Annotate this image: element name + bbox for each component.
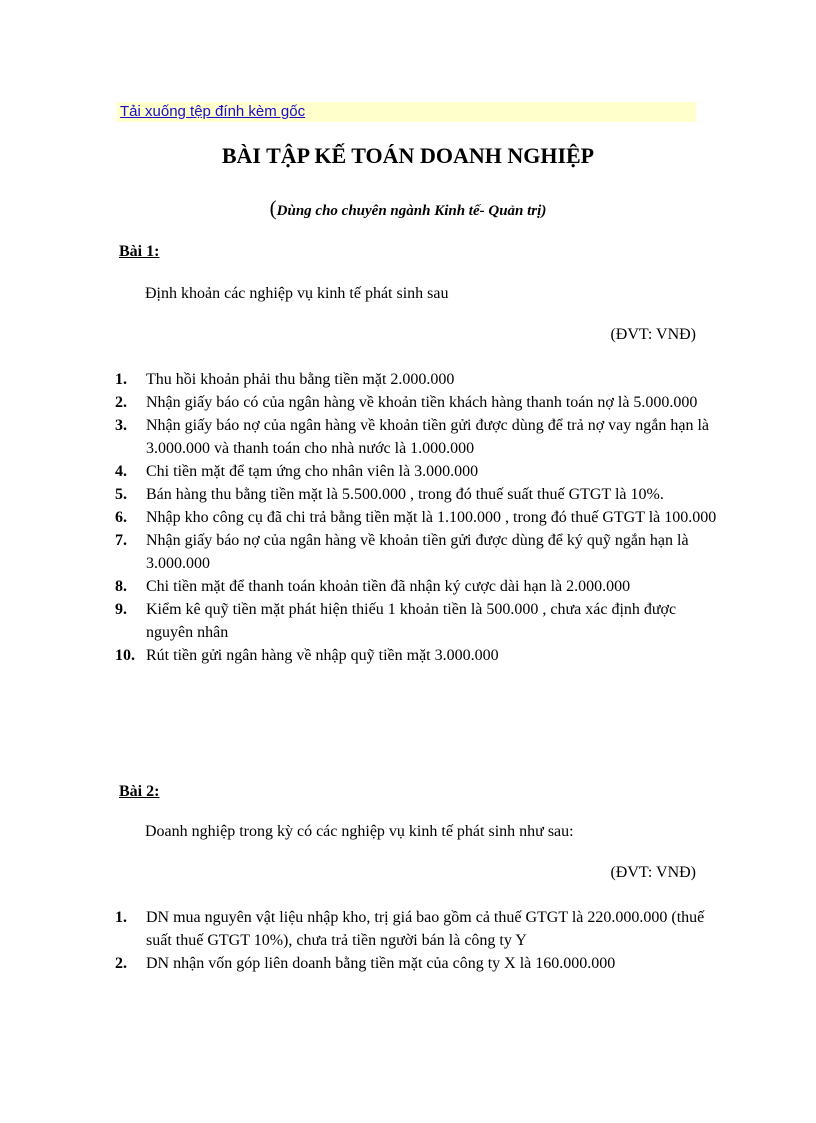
exercise-2-heading: Bài 2: — [119, 783, 160, 800]
item-number: 2. — [115, 394, 127, 411]
item-number: 10. — [115, 647, 135, 664]
list-item — [115, 483, 725, 506]
item-number: 4. — [115, 463, 127, 480]
list-item — [115, 506, 725, 529]
item-text: Bán hàng thu bằng tiền mặt là 5.500.000 , trong đó thuế suất thuế GTGT là 10%. — [146, 486, 664, 503]
download-bar — [117, 102, 696, 122]
item-number: 2. — [115, 955, 127, 972]
item-text: Chi tiền mặt để tạm ứng cho nhân viên là 3.000.000 — [146, 463, 479, 480]
item-number: 8. — [115, 578, 127, 595]
item-text: Nhận giấy báo nợ của ngân hàng về khoản tiền gửi được dùng để ký quỹ ngắn hạn là 3.000.000 — [146, 532, 689, 572]
list-item — [115, 598, 725, 644]
subtitle-text: Dùng cho chuyên ngành Kinh tế- Quản trị — [276, 203, 542, 219]
list-item — [115, 391, 725, 414]
item-text: Rút tiền gửi ngân hàng về nhập quỹ tiền mặt 3.000.000 — [146, 647, 499, 664]
item-text: Nhận giấy báo nợ của ngân hàng về khoản tiền gửi được dùng để trả nợ vay ngắn hạn là 3.000.000 và thanh toán cho nhà nước là 1.000.000 — [146, 417, 710, 457]
item-number: 9. — [115, 601, 127, 618]
exercise-1-list — [115, 368, 725, 667]
item-number: 6. — [115, 509, 127, 526]
item-number: 7. — [115, 532, 127, 549]
exercise-1-heading: Bài 1: — [119, 243, 160, 260]
document-subtitle — [0, 196, 816, 221]
list-item — [115, 529, 725, 575]
list-item — [115, 414, 725, 460]
list-item — [115, 644, 725, 667]
exercise-2-unit: (ĐVT: VNĐ) — [610, 864, 696, 881]
list-item — [115, 906, 725, 952]
item-number: 1. — [115, 909, 127, 926]
item-number: 5. — [115, 486, 127, 503]
list-item — [115, 952, 725, 975]
exercise-2-intro: Doanh nghiệp trong kỳ có các nghiệp vụ kinh tế phát sinh như sau: — [145, 823, 574, 840]
item-text: Kiểm kê quỹ tiền mặt phát hiện thiếu 1 khoản tiền là 500.000 , chưa xác định được nguyên nhân — [146, 601, 677, 641]
list-item — [115, 460, 725, 483]
document-title: BÀI TẬP KẾ TOÁN DOANH NGHIỆP — [221, 143, 595, 168]
item-text: Chi tiền mặt để thanh toán khoản tiền đã nhận ký cược dài hạn là 2.000.000 — [146, 578, 631, 595]
item-text: DN mua nguyên vật liệu nhập kho, trị giá bao gồm cả thuế GTGT là 220.000.000 (thuế suất thuế GTGT 10%), chưa trả tiền người bán là công ty Y — [146, 909, 705, 949]
exercise-1-unit: (ĐVT: VNĐ) — [610, 326, 696, 343]
download-original-link[interactable]: Tải xuống tệp đính kèm gốc — [120, 103, 306, 120]
item-number: 1. — [115, 371, 127, 388]
item-number: 3. — [115, 417, 127, 434]
exercise-1-intro: Định khoản các nghiệp vụ kinh tế phát sinh sau — [145, 285, 449, 302]
subtitle-close-paren: ) — [541, 203, 547, 219]
item-text: Nhập kho công cụ đã chi trả bằng tiền mặt là 1.100.000 , trong đó thuế GTGT là 100.000 — [146, 509, 717, 526]
list-item — [115, 368, 725, 391]
list-item — [115, 575, 725, 598]
exercise-2-list — [115, 906, 725, 975]
item-text: Nhận giấy báo có của ngân hàng về khoản tiền khách hàng thanh toán nợ là 5.000.000 — [146, 394, 698, 411]
item-text: DN nhận vốn góp liên doanh bằng tiền mặt của công ty X là 160.000.000 — [146, 955, 616, 972]
item-text: Thu hồi khoản phải thu bằng tiền mặt 2.000.000 — [146, 371, 455, 388]
subtitle-open-paren: ( — [269, 196, 277, 220]
